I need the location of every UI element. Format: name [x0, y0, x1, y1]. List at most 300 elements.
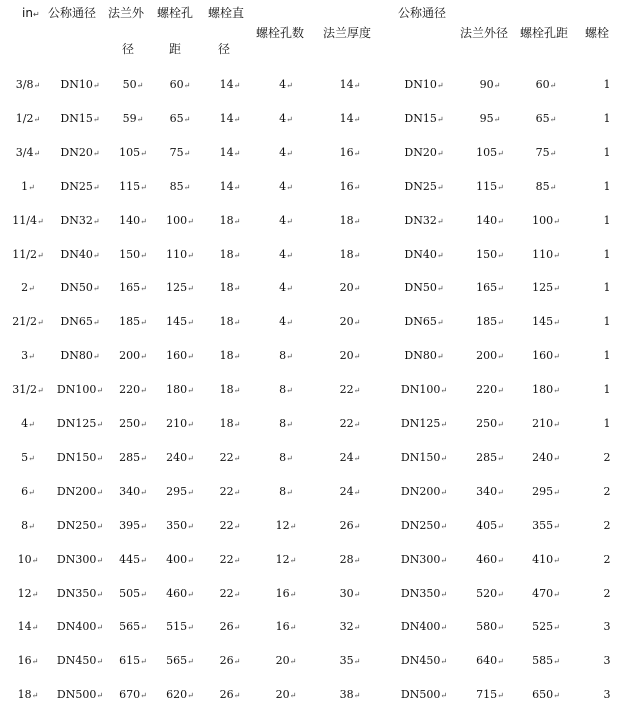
- cell-thickness: [340, 587, 361, 600]
- return-mark: ↵: [286, 81, 293, 90]
- cell-value: DN100: [56, 383, 97, 397]
- return-mark: ↵: [289, 521, 297, 531]
- cell-dn-left: [60, 315, 99, 328]
- cell-value: 715: [476, 688, 498, 702]
- cell-value: 445: [119, 552, 141, 566]
- cell-value: 16: [275, 620, 290, 634]
- cell-flange-od-right: [480, 112, 501, 125]
- table-row: [0, 417, 640, 433]
- cell-bolt-right: [604, 349, 611, 362]
- cell-value: 165: [476, 281, 498, 295]
- cell-thickness: [340, 553, 361, 566]
- cell-value: 18: [219, 281, 234, 295]
- cell-value: 85: [169, 179, 184, 193]
- return-mark: ↵: [96, 386, 104, 396]
- cell-in: [21, 451, 35, 464]
- return-mark: ↵: [187, 284, 194, 294]
- return-mark: ↵: [436, 182, 444, 192]
- header-flange-od-right: 法兰外径: [460, 26, 509, 40]
- return-mark: ↵: [440, 657, 448, 667]
- cell-bolt-right: [604, 417, 611, 430]
- cell-value: 240: [532, 450, 554, 464]
- cell-value: 200: [476, 349, 498, 363]
- return-mark: ↵: [187, 521, 194, 531]
- cell-bolt-dia: [220, 553, 241, 566]
- return-mark: ↵: [140, 216, 147, 226]
- cell-thickness: [340, 146, 361, 159]
- return-mark: ↵: [497, 589, 504, 599]
- return-mark: ↵: [497, 318, 504, 328]
- cell-dn-left: [57, 654, 103, 667]
- cell-value: 115: [119, 179, 141, 193]
- return-mark: ↵: [553, 623, 560, 633]
- table-row: [0, 485, 640, 501]
- cell-thickness: [340, 214, 361, 227]
- cell-value: 3: [21, 349, 29, 363]
- cell-thickness: [340, 654, 361, 667]
- cell-value: 140: [476, 213, 498, 227]
- cell-value: 14: [17, 620, 32, 634]
- cell-dn-left: [57, 451, 103, 464]
- return-mark: ↵: [233, 453, 241, 463]
- cell-bolt-count: [279, 112, 293, 125]
- return-mark: ↵: [92, 250, 100, 260]
- return-mark: ↵: [140, 555, 147, 565]
- cell-dn-left: [60, 146, 99, 159]
- return-mark: ↵: [286, 453, 293, 463]
- cell-value: DN150: [400, 450, 441, 464]
- header-dn-right: 公称通径: [398, 6, 447, 20]
- return-mark: ↵: [28, 453, 35, 463]
- cell-dn-left: [57, 417, 103, 430]
- return-mark: ↵: [183, 182, 191, 192]
- cell-thickness: [340, 519, 361, 532]
- cell-value: 38: [339, 688, 354, 702]
- cell-value: 65: [535, 111, 550, 125]
- cell-value: 505: [119, 586, 141, 600]
- cell-bolt-right: [604, 688, 611, 701]
- cell-value: DN32: [60, 213, 93, 227]
- cell-value: 125: [532, 281, 554, 295]
- cell-value: 110: [166, 247, 188, 261]
- cell-flange-od-right: [476, 281, 504, 294]
- cell-dn-right: [401, 553, 447, 566]
- return-mark: ↵: [96, 487, 104, 497]
- cell-value: 200: [119, 349, 141, 363]
- return-mark: ↵: [187, 216, 194, 226]
- return-mark: ↵: [436, 148, 444, 158]
- cell-value: 4: [279, 111, 287, 125]
- return-mark: ↵: [96, 691, 104, 701]
- cell-bolt-pcd: [166, 349, 194, 362]
- cell-flange-od: [119, 383, 147, 396]
- cell-value: 355: [532, 518, 554, 532]
- cell-bolt-right: [604, 383, 611, 396]
- return-mark: ↵: [286, 182, 293, 192]
- return-mark: ↵: [31, 657, 39, 667]
- cell-bolt-count: [279, 485, 293, 498]
- return-mark: ↵: [440, 420, 448, 429]
- cell-bolt-dia: [220, 620, 241, 633]
- return-mark: ↵: [353, 148, 361, 158]
- header-bolt-pcd-a: 螺栓孔: [157, 6, 194, 20]
- cell-flange-od: [123, 78, 144, 91]
- cell-value: DN400: [400, 620, 441, 634]
- cell-bolt-pcd-right: [532, 620, 560, 633]
- cell-value: 8: [279, 417, 287, 430]
- return-mark: ↵: [28, 352, 35, 362]
- cell-flange-od: [119, 553, 147, 566]
- return-mark: ↵: [233, 250, 241, 260]
- cell-thickness: [340, 248, 361, 261]
- return-mark: ↵: [140, 318, 147, 328]
- cell-in: [21, 281, 35, 294]
- cell-dn-right: [401, 485, 447, 498]
- cell-value: DN350: [400, 586, 441, 600]
- cell-flange-od-right: [476, 315, 504, 328]
- return-mark: ↵: [289, 657, 297, 667]
- cell-value: 18: [219, 315, 234, 329]
- cell-value: 1: [603, 315, 611, 329]
- cell-value: 145: [166, 315, 188, 329]
- cell-bolt-count: [279, 146, 293, 159]
- return-mark: ↵: [436, 114, 444, 124]
- table-row: [0, 654, 640, 670]
- table-row: [0, 383, 640, 399]
- header-bolt-dia-a: 螺栓直: [208, 6, 245, 20]
- cell-bolt-dia: [220, 112, 241, 125]
- table-row: [0, 281, 640, 297]
- cell-thickness: [340, 417, 361, 430]
- cell-value: DN500: [400, 688, 441, 702]
- cell-bolt-dia: [220, 349, 241, 362]
- table-row: [0, 519, 640, 535]
- header-bolt-right: 螺栓: [585, 26, 610, 40]
- cell-dn-left: [57, 519, 103, 532]
- cell-value: 350: [166, 518, 188, 532]
- cell-value: 4: [279, 315, 287, 329]
- cell-value: 22: [219, 552, 234, 566]
- cell-value: 4: [279, 179, 287, 193]
- return-mark: ↵: [497, 487, 504, 497]
- return-mark: ↵: [92, 318, 100, 328]
- cell-value: 18: [339, 247, 354, 261]
- return-mark: ↵: [497, 352, 504, 362]
- cell-value: 515: [166, 620, 188, 634]
- return-mark: ↵: [440, 453, 448, 463]
- cell-bolt-dia: [220, 417, 241, 430]
- cell-bolt-dia: [220, 451, 241, 464]
- cell-value: DN65: [60, 315, 93, 329]
- cell-value: 1: [603, 247, 611, 261]
- cell-bolt-count: [279, 248, 293, 261]
- cell-value: 220: [476, 383, 498, 397]
- return-mark: ↵: [497, 284, 504, 294]
- return-mark: ↵: [289, 555, 297, 565]
- return-mark: ↵: [553, 691, 560, 701]
- return-mark: ↵: [286, 352, 293, 362]
- return-mark: ↵: [37, 216, 44, 226]
- cell-bolt-right: [604, 519, 611, 532]
- return-mark: ↵: [233, 623, 241, 633]
- cell-thickness: [340, 349, 361, 362]
- return-mark: ↵: [353, 81, 361, 90]
- cell-value: 22: [339, 417, 354, 430]
- return-mark: ↵: [553, 352, 560, 362]
- return-mark: ↵: [233, 148, 241, 158]
- cell-in: [18, 620, 39, 633]
- return-mark: ↵: [140, 691, 147, 701]
- return-mark: ↵: [436, 352, 444, 362]
- cell-bolt-pcd-right: [536, 112, 557, 125]
- return-mark: ↵: [440, 691, 448, 701]
- return-mark: ↵: [28, 182, 35, 192]
- cell-value: DN300: [400, 552, 441, 566]
- cell-bolt-count: [276, 553, 297, 566]
- cell-value: 585: [532, 654, 554, 668]
- return-mark: ↵: [497, 182, 504, 192]
- cell-flange-od: [119, 519, 147, 532]
- cell-dn-right: [404, 214, 443, 227]
- cell-bolt-dia: [220, 281, 241, 294]
- return-mark: ↵: [33, 81, 41, 90]
- cell-value: 250: [476, 417, 498, 430]
- return-mark: ↵: [353, 555, 361, 565]
- return-mark: ↵: [28, 487, 35, 497]
- table-row: [0, 315, 640, 331]
- cell-value: 1: [603, 111, 611, 125]
- cell-value: 12: [17, 586, 32, 600]
- header-bolt-count: 螺栓孔数: [256, 26, 305, 40]
- cell-thickness: [340, 180, 361, 193]
- return-mark: ↵: [233, 657, 241, 667]
- cell-value: 24: [339, 450, 354, 464]
- cell-value: 4: [21, 417, 29, 430]
- return-mark: ↵: [353, 250, 361, 260]
- cell-value: 395: [119, 518, 141, 532]
- cell-bolt-dia: [220, 78, 241, 91]
- cell-value: DN40: [60, 247, 93, 261]
- return-mark: ↵: [286, 487, 293, 497]
- cell-bolt-pcd: [170, 78, 191, 91]
- cell-value: 35: [339, 654, 354, 668]
- cell-value: 285: [119, 450, 141, 464]
- cell-dn-right: [401, 383, 447, 396]
- cell-dn-left: [60, 180, 99, 193]
- cell-value: 65: [169, 111, 184, 125]
- cell-in: [12, 248, 43, 261]
- return-mark: ↵: [187, 250, 194, 260]
- cell-flange-od: [119, 417, 147, 430]
- cell-value: 250: [119, 417, 141, 430]
- cell-value: 295: [166, 484, 188, 498]
- cell-value: DN50: [60, 281, 93, 295]
- cell-value: 60: [169, 78, 184, 91]
- cell-bolt-pcd: [166, 383, 194, 396]
- cell-dn-right: [401, 587, 447, 600]
- cell-value: 26: [219, 620, 234, 634]
- cell-value: 340: [119, 484, 141, 498]
- cell-bolt-count: [279, 451, 293, 464]
- cell-value: 6: [21, 484, 29, 498]
- cell-bolt-dia: [220, 214, 241, 227]
- cell-bolt-count: [279, 315, 293, 328]
- cell-value: 520: [476, 586, 498, 600]
- return-mark: ↵: [497, 386, 504, 396]
- return-mark: ↵: [187, 589, 194, 599]
- header-dn-left: 公称通径: [48, 6, 97, 20]
- cell-value: 14: [339, 78, 354, 91]
- cell-bolt-pcd-right: [532, 485, 560, 498]
- cell-dn-right: [401, 620, 447, 633]
- cell-value: 30: [339, 586, 354, 600]
- cell-dn-right: [401, 654, 447, 667]
- cell-in: [18, 654, 39, 667]
- cell-flange-od: [123, 112, 144, 125]
- cell-thickness: [340, 315, 361, 328]
- cell-in: [12, 315, 43, 328]
- return-mark: ↵: [37, 318, 44, 328]
- cell-flange-od-right: [476, 349, 504, 362]
- cell-dn-right: [404, 112, 443, 125]
- return-mark: ↵: [96, 555, 104, 565]
- cell-value: 210: [532, 417, 554, 430]
- return-mark: ↵: [96, 521, 104, 531]
- return-mark: ↵: [233, 216, 241, 226]
- cell-value: 615: [119, 654, 141, 668]
- return-mark: ↵: [183, 81, 191, 90]
- cell-value: 20: [339, 281, 354, 295]
- cell-thickness: [340, 383, 361, 396]
- return-mark: ↵: [31, 691, 39, 701]
- cell-value: 16: [339, 179, 354, 193]
- cell-bolt-right: [604, 112, 611, 125]
- cell-in: [21, 519, 35, 532]
- return-mark: ↵: [183, 114, 191, 124]
- cell-bolt-dia: [220, 248, 241, 261]
- table-row: [0, 180, 640, 196]
- cell-flange-od-right: [476, 587, 504, 600]
- return-mark: ↵: [187, 386, 194, 396]
- cell-value: 8: [279, 484, 287, 498]
- cell-value: DN400: [56, 620, 97, 634]
- cell-value: 12: [275, 552, 290, 566]
- return-mark: ↵: [493, 81, 501, 90]
- return-mark: ↵: [353, 691, 361, 701]
- cell-value: 75: [169, 145, 184, 159]
- cell-bolt-count: [279, 383, 293, 396]
- cell-value: 1: [603, 383, 611, 397]
- return-mark: ↵: [233, 487, 241, 497]
- return-mark: ↵: [140, 623, 147, 633]
- cell-in: [18, 688, 39, 701]
- return-mark: ↵: [497, 148, 504, 158]
- cell-value: DN350: [56, 586, 97, 600]
- return-mark: ↵: [32, 10, 40, 19]
- return-mark: ↵: [187, 352, 194, 362]
- cell-bolt-count: [276, 654, 297, 667]
- cell-value: DN450: [400, 654, 441, 668]
- cell-bolt-right: [604, 214, 611, 227]
- cell-in: [12, 383, 43, 396]
- return-mark: ↵: [33, 114, 41, 124]
- cell-bolt-right: [604, 485, 611, 498]
- cell-in: [18, 553, 39, 566]
- return-mark: ↵: [353, 352, 361, 362]
- cell-bolt-dia: [220, 587, 241, 600]
- return-mark: ↵: [140, 420, 147, 429]
- cell-value: 240: [166, 450, 188, 464]
- return-mark: ↵: [353, 453, 361, 463]
- cell-value: DN250: [56, 518, 97, 532]
- cell-value: 125: [166, 281, 188, 295]
- cell-flange-od: [119, 281, 147, 294]
- cell-dn-right: [401, 417, 447, 430]
- cell-flange-od-right: [476, 654, 504, 667]
- cell-value: 180: [532, 383, 554, 397]
- return-mark: ↵: [353, 216, 361, 226]
- cell-thickness: [340, 620, 361, 633]
- cell-bolt-pcd-right: [536, 146, 557, 159]
- cell-bolt-dia: [220, 315, 241, 328]
- cell-value: 620: [166, 688, 188, 702]
- cell-dn-left: [60, 112, 99, 125]
- return-mark: ↵: [353, 589, 361, 599]
- cell-dn-left: [57, 587, 103, 600]
- cell-bolt-count: [279, 180, 293, 193]
- cell-value: 5: [21, 450, 29, 464]
- cell-value: 1: [603, 417, 611, 430]
- cell-bolt-count: [276, 587, 297, 600]
- return-mark: ↵: [353, 182, 361, 192]
- cell-bolt-pcd: [166, 519, 194, 532]
- cell-value: 22: [339, 383, 354, 397]
- cell-value: 14: [219, 78, 234, 91]
- cell-value: DN200: [400, 484, 441, 498]
- table-row: [0, 553, 640, 569]
- return-mark: ↵: [233, 352, 241, 362]
- cell-value: 3: [603, 620, 611, 634]
- cell-value: DN450: [56, 654, 97, 668]
- return-mark: ↵: [436, 284, 444, 294]
- cell-dn-right: [401, 519, 447, 532]
- cell-value: 525: [532, 620, 554, 634]
- cell-bolt-dia: [220, 180, 241, 193]
- return-mark: ↵: [92, 182, 100, 192]
- return-mark: ↵: [233, 589, 241, 599]
- return-mark: ↵: [92, 114, 100, 124]
- cell-in: [16, 112, 40, 125]
- cell-in: [18, 587, 39, 600]
- cell-thickness: [340, 485, 361, 498]
- cell-bolt-count: [279, 281, 293, 294]
- return-mark: ↵: [553, 386, 560, 396]
- cell-bolt-right: [604, 78, 611, 91]
- table-row: [0, 451, 640, 467]
- table-row: [0, 146, 640, 162]
- cell-bolt-pcd: [166, 315, 194, 328]
- cell-value: 185: [476, 315, 498, 329]
- return-mark: ↵: [549, 114, 557, 124]
- return-mark: ↵: [286, 284, 293, 294]
- cell-value: 1: [603, 213, 611, 227]
- cell-value: 20: [339, 349, 354, 363]
- cell-value: 14: [219, 111, 234, 125]
- cell-value: 32: [339, 620, 354, 634]
- cell-value: 60: [535, 78, 550, 91]
- cell-value: 18: [339, 213, 354, 227]
- return-mark: ↵: [96, 420, 104, 429]
